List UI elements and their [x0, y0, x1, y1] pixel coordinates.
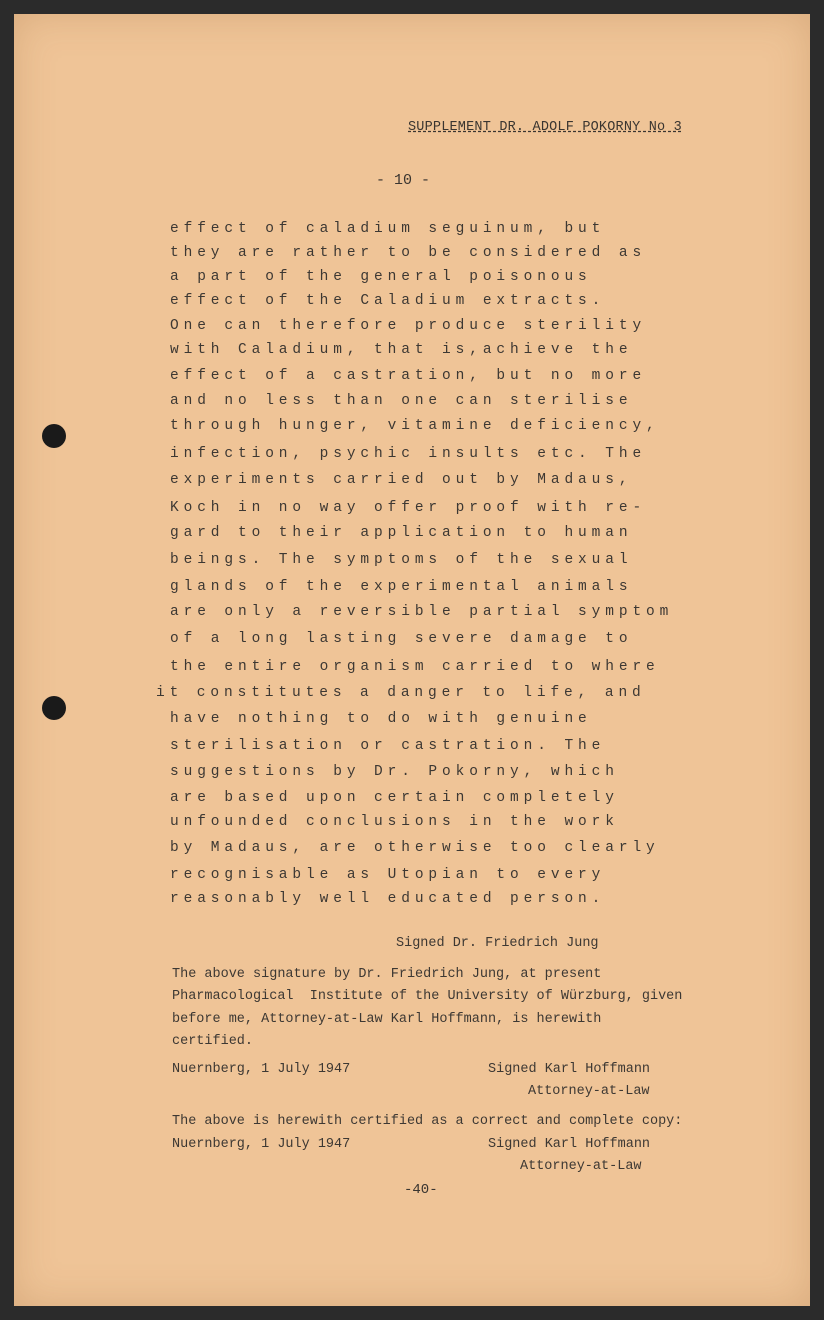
certification-line: certified.: [172, 1034, 254, 1049]
body-line: effect of a castration, but no more: [170, 368, 647, 384]
body-line: they are rather to be considered as: [170, 245, 647, 261]
copy-certification: The above is herewith certified as a correct and complete copy:: [172, 1114, 683, 1129]
body-line: recognisable as Utopian to every: [170, 867, 606, 883]
punch-hole: [42, 424, 66, 448]
body-line: and no less than one can sterilise: [170, 393, 633, 409]
body-line: beings. The symptoms of the sexual: [170, 552, 633, 568]
body-line: with Caladium, that is,achieve the: [170, 342, 633, 358]
certification-line: The above signature by Dr. Friedrich Jung, at present: [172, 967, 602, 982]
body-line: infection, psychic insults etc. The: [170, 446, 647, 462]
body-line: One can therefore produce sterility: [170, 318, 647, 334]
body-line: experiments carried out by Madaus,: [170, 472, 633, 488]
attorney-title: Attorney-at-Law: [520, 1159, 642, 1174]
supplement-header: SUPPLEMENT DR. ADOLF POKORNY No 3: [408, 120, 682, 135]
date-line: Nuernberg, 1 July 1947: [172, 1137, 351, 1152]
body-line: of a long lasting severe damage to: [170, 631, 633, 647]
body-line: a part of the general poisonous: [170, 269, 592, 285]
footer-page-number: -40-: [404, 1182, 438, 1198]
body-line: sterilisation or castration. The: [170, 738, 606, 754]
body-line: are based upon certain completely: [170, 790, 619, 806]
signature-hoffmann: Signed Karl Hoffmann: [488, 1062, 651, 1077]
signature-hoffmann: Signed Karl Hoffmann: [488, 1137, 651, 1152]
body-line: glands of the experimental animals: [170, 579, 633, 595]
signature-jung: Signed Dr. Friedrich Jung: [396, 936, 599, 951]
punch-hole: [42, 696, 66, 720]
page-number: - 10 -: [376, 172, 431, 189]
body-line: unfounded conclusions in the work: [170, 814, 619, 830]
body-line: effect of caladium seguinum, but: [170, 221, 606, 237]
body-line: are only a reversible partial symptom: [170, 604, 674, 620]
body-line: through hunger, vitamine deficiency,: [170, 418, 660, 434]
body-line: effect of the Caladium extracts.: [170, 293, 606, 309]
body-line: it constitutes a danger to life, and: [156, 685, 646, 701]
certification-line: Pharmacological Institute of the University of Würzburg, given: [172, 989, 683, 1004]
body-line: reasonably well educated person.: [170, 891, 606, 907]
certification-line: before me, Attorney-at-Law Karl Hoffmann, is herewith: [172, 1012, 602, 1027]
date-line: Nuernberg, 1 July 1947: [172, 1062, 351, 1077]
attorney-title: Attorney-at-Law: [528, 1084, 650, 1099]
body-line: by Madaus, are otherwise too clearly: [170, 840, 660, 856]
body-line: suggestions by Dr. Pokorny, which: [170, 764, 619, 780]
body-line: Koch in no way offer proof with re-: [170, 500, 647, 516]
body-line: gard to their application to human: [170, 525, 633, 541]
body-line: have nothing to do with genuine: [170, 711, 592, 727]
body-line: the entire organism carried to where: [170, 659, 660, 675]
